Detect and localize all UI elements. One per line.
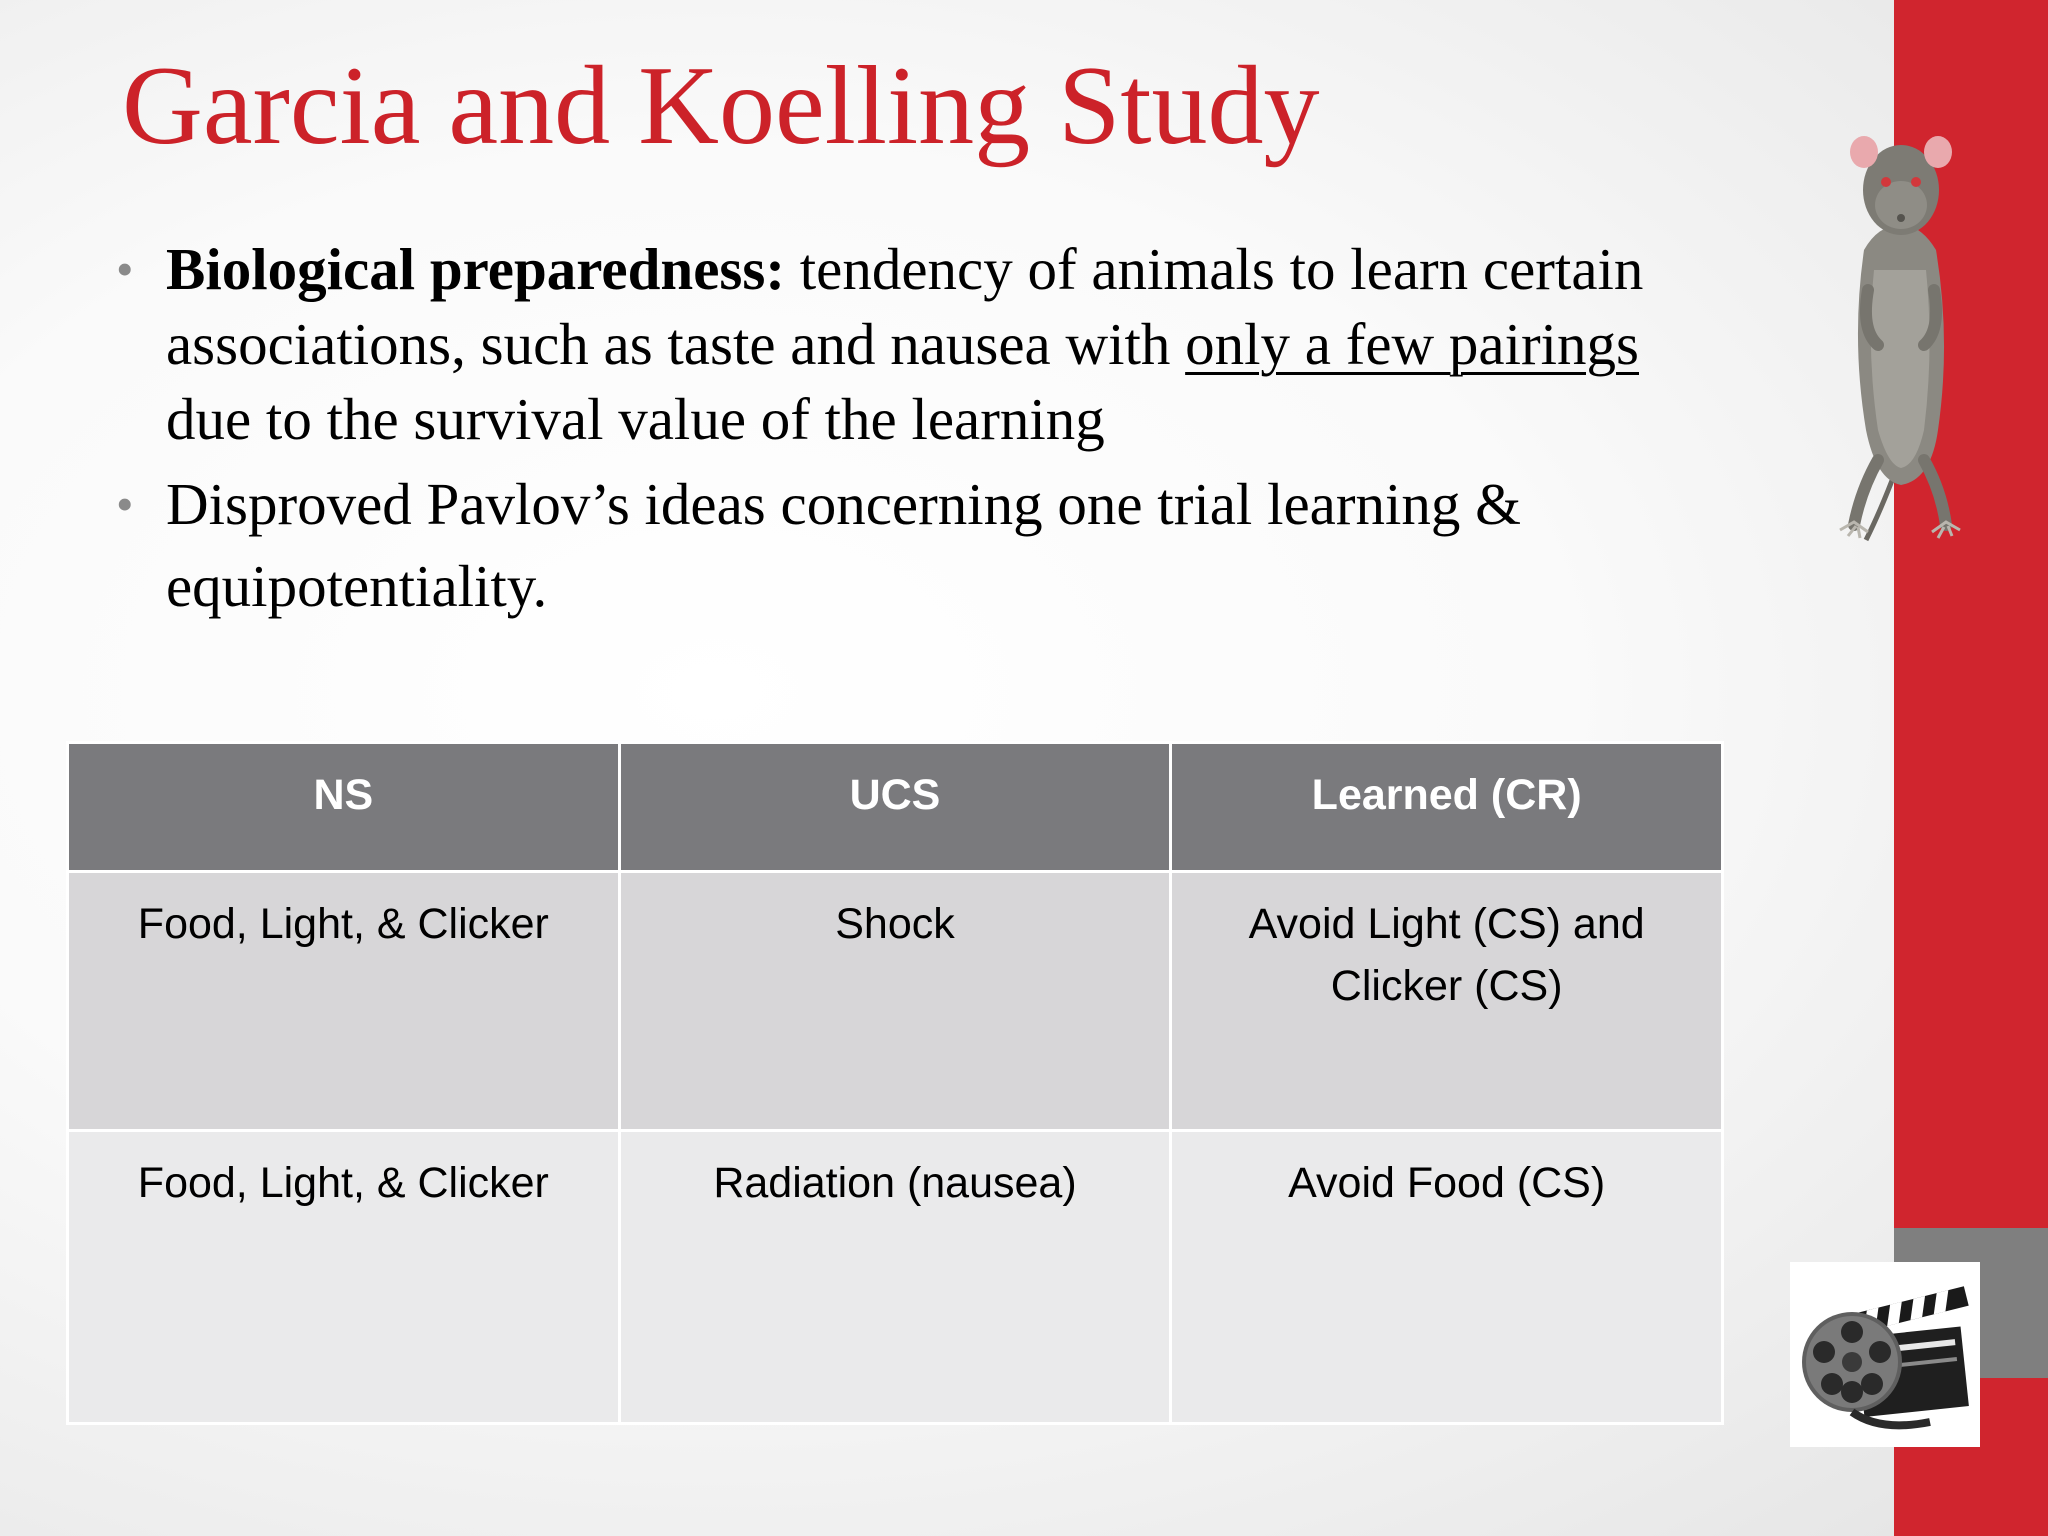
- table-header-row: [68, 743, 1723, 872]
- bullet-text: Disproved Pavlov’s ideas concerning one trial learning & equipotentiality.: [166, 471, 1522, 619]
- bullet-item-pavlov: [116, 463, 1716, 627]
- bullet-text-end: due to the survival value of the learning: [166, 386, 1105, 452]
- bullet-underlined-text: only a few pairings: [1185, 311, 1639, 377]
- header-ns: NS: [68, 743, 620, 872]
- rat-icon: [1826, 130, 1976, 550]
- cell-ns: Food, Light, & Clicker: [68, 872, 620, 1131]
- cell-ucs: Radiation (nausea): [619, 1131, 1171, 1424]
- slide-title: Garcia and Koelling Study: [122, 44, 1320, 168]
- header-learned: Learned (CR): [1171, 743, 1723, 872]
- bullet-list: [116, 232, 1716, 627]
- conditioning-table: [66, 741, 1724, 1425]
- bullet-term: Biological preparedness:: [166, 236, 785, 302]
- table-row: [68, 872, 1723, 1131]
- bullet-text: tendency of animals to learn certain associations, such as taste and nausea with: [166, 236, 1644, 377]
- cell-learned: Avoid Light (CS) and Clicker (CS): [1171, 872, 1723, 1131]
- bullet-dot: •: [116, 476, 134, 532]
- film-reel-clapperboard-icon: [1790, 1262, 1980, 1447]
- header-ucs: UCS: [619, 743, 1171, 872]
- cell-learned: Avoid Food (CS): [1171, 1131, 1723, 1424]
- cell-ns: Food, Light, & Clicker: [68, 1131, 620, 1424]
- table-row: [68, 1131, 1723, 1424]
- bullet-item-preparedness: [116, 232, 1716, 457]
- bullet-dot: •: [116, 241, 134, 297]
- clapper-icon-container: [1790, 1262, 1980, 1447]
- cell-ucs: Shock: [619, 872, 1171, 1131]
